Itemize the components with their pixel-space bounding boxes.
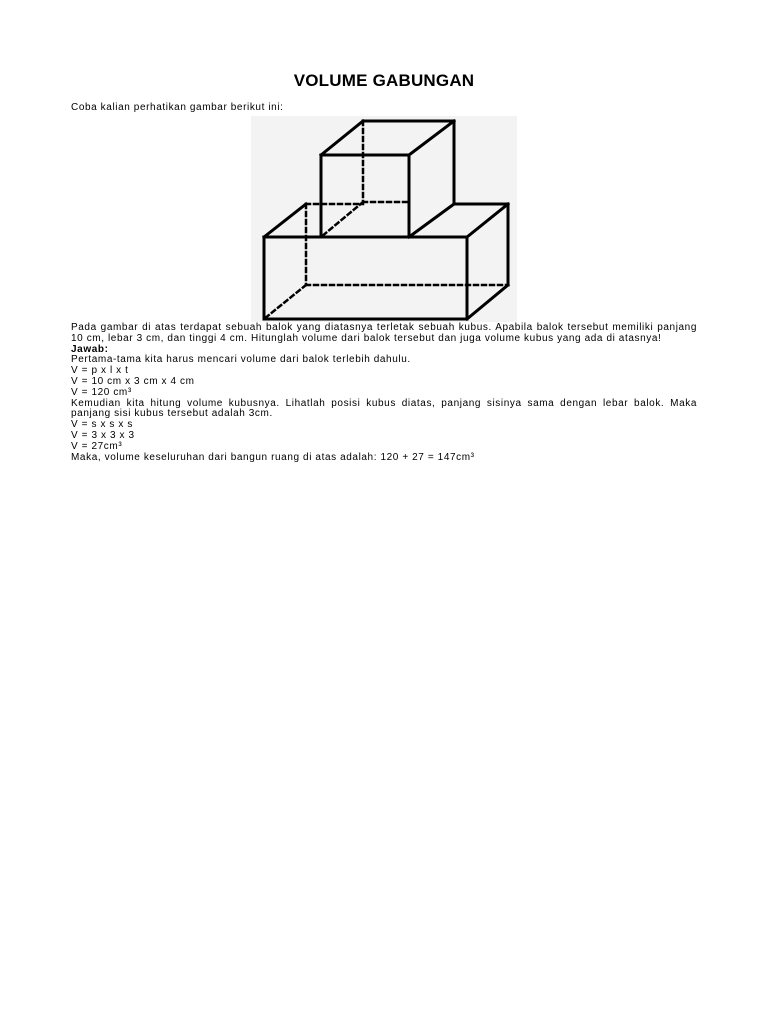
cuboid-front-face xyxy=(264,237,467,319)
cube-explanation: Kemudian kita hitung volume kubusnya. Lihatlah posisi kubus diatas, panjang sisinya sama dengan lebar balok. Maka panjang sisi kubus tersebut adalah 3cm. xyxy=(71,397,697,420)
problem-paragraph: Pada gambar di atas terdapat sebuah balok yang diatasnya terletak sebuah kubus. Apabila balok tersebut memiliki panjang 10 cm, lebar 3 cm, dan tinggi 4 cm. Hitunglah volume dari balok tersebut dan juga volume kubus yang ada di atasnya! xyxy=(71,322,697,344)
cube-hidden-depth-edge xyxy=(321,202,363,237)
cube-result: V = 27cm³ xyxy=(71,440,123,452)
cube-top-right-edge xyxy=(409,121,454,155)
cuboid-substitution: V = 10 cm x 3 cm x 4 cm xyxy=(71,375,195,387)
cuboid-visible-edges xyxy=(264,204,508,319)
cuboid-hidden-depth-edge xyxy=(264,285,306,319)
answer-heading: Jawab: xyxy=(71,343,109,355)
cube-formula: V = s x s x s xyxy=(71,419,133,431)
total-volume-line: Maka, volume keseluruhan dari bangun ruang di atas adalah: 120 + 27 = 147cm³ xyxy=(71,451,475,463)
cuboid-result: V = 120 cm³ xyxy=(71,386,132,398)
answer-line-1: Pertama-tama kita harus mencari volume dari balok terlebih dahulu. xyxy=(71,354,411,366)
cube-substitution: V = 3 x 3 x 3 xyxy=(71,429,135,441)
cuboid-formula: V = p x l x t xyxy=(71,365,129,377)
cube-hidden-edges xyxy=(321,121,409,237)
cuboid-top-right-edge xyxy=(467,204,508,237)
cuboid-top-left-edge xyxy=(264,204,306,237)
composite-cube-on-cuboid-figure xyxy=(251,116,517,322)
page-title: VOLUME GABUNGAN xyxy=(293,71,475,90)
document-body xyxy=(71,323,697,463)
cube-bottom-right-edge xyxy=(409,204,454,237)
composite-solid-figure xyxy=(251,116,517,322)
cuboid-hidden-edges xyxy=(264,204,508,319)
intro-text: Coba kalian perhatikan gambar berikut ini: xyxy=(71,102,284,113)
cuboid-bottom-right-edge xyxy=(467,285,508,319)
cube-top-left-edge xyxy=(321,121,363,155)
